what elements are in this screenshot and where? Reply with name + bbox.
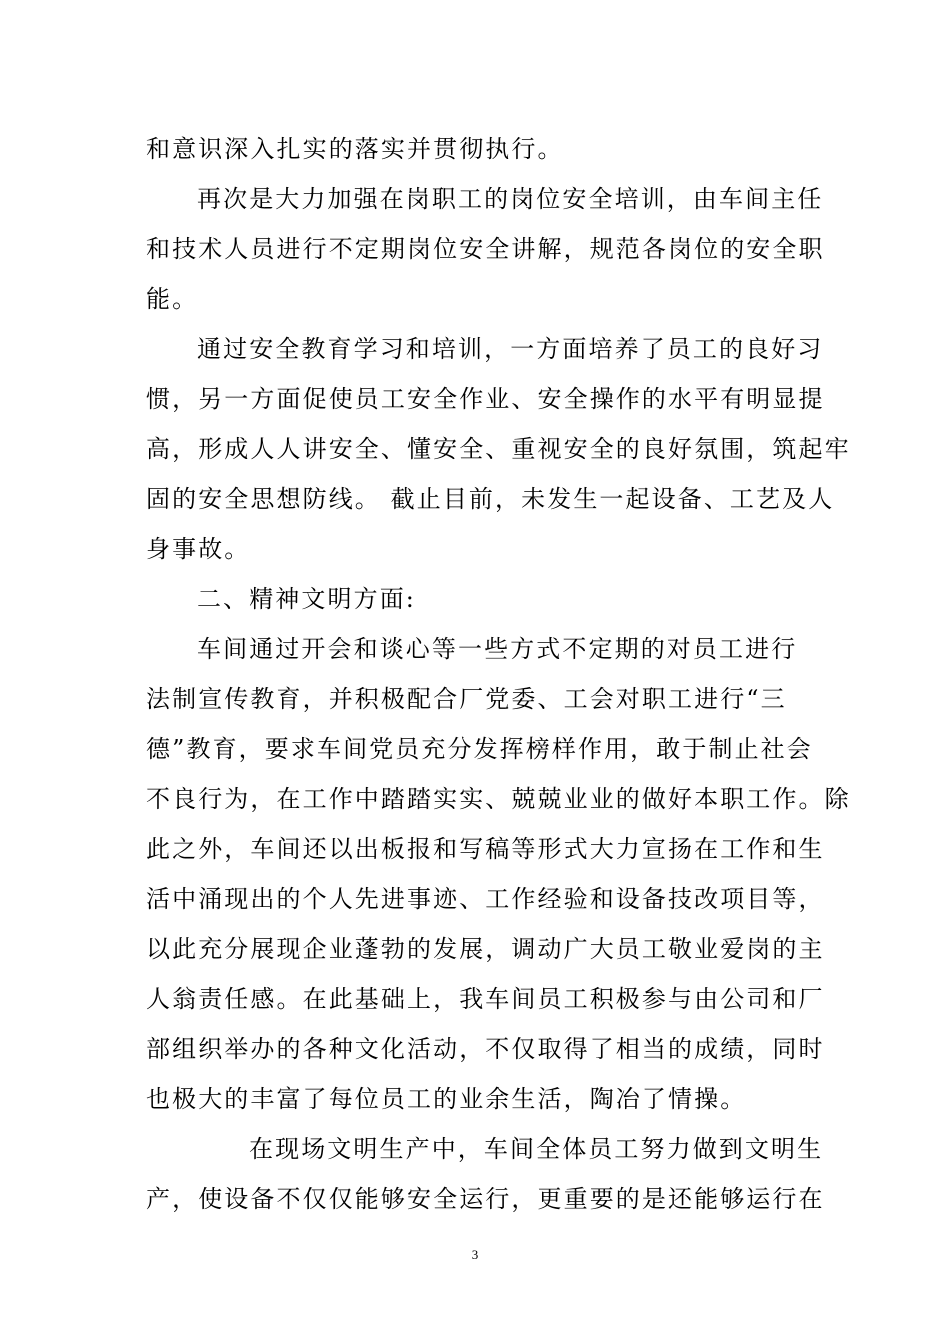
text-line: 再次是大力加强在岗职工的岗位安全培训，由车间主任 — [197, 185, 824, 213]
text-line: 通过安全教育学习和培训，一方面培养了员工的良好习 — [197, 335, 824, 363]
text-line: 惯，另一方面促使员工安全作业、安全操作的水平有明显提 — [146, 385, 825, 413]
text-line: 车间通过开会和谈心等一些方式不定期的对员工进行 — [197, 635, 798, 663]
text-line: 身事故。 — [146, 535, 251, 563]
text-line: 也极大的丰富了每位员工的业余生活，陶冶了情操。 — [146, 1085, 747, 1113]
text-line: 能。 — [146, 285, 199, 313]
text-line: 活中涌现出的个人先进事迹、工作经验和设备技改项目等， — [146, 885, 825, 913]
text-line: 和意识深入扎实的落实并贯彻执行。 — [146, 135, 564, 163]
text-line: 人翁责任感。在此基础上，我车间员工积极参与由公司和厂 — [146, 985, 825, 1013]
text-line: 此之外，车间还以出板报和写稿等形式大力宣扬在工作和生 — [146, 835, 825, 863]
text-line: 固的安全思想防线。 截止目前，未发生一起设备、工艺及人 — [146, 485, 835, 513]
text-line: 和技术人员进行不定期岗位安全讲解，规范各岗位的安全职 — [146, 235, 825, 263]
text-line: 高，形成人人讲安全、懂安全、重视安全的良好氛围，筑起牢 — [146, 435, 851, 463]
text-line: 法制宣传教育，并积极配合厂党委、工会对职工进行“三 — [146, 685, 787, 713]
text-line: 德”教育，要求车间党员充分发挥榜样作用，敢于制止社会 — [146, 735, 813, 763]
text-line: 在现场文明生产中，车间全体员工努力做到文明生 — [249, 1135, 824, 1163]
page-number: 3 — [471, 1247, 479, 1262]
text-line: 产，使设备不仅仅能够安全运行，更重要的是还能够运行在 — [146, 1185, 825, 1213]
text-line: 以此充分展现企业蓬勃的发展，调动广大员工敬业爱岗的主 — [146, 935, 825, 963]
section-heading: 二、精神文明方面: — [197, 585, 416, 613]
text-line: 不良行为，在工作中踏踏实实、兢兢业业的做好本职工作。除 — [146, 785, 851, 813]
text-line: 部组织举办的各种文化活动，不仅取得了相当的成绩，同时 — [146, 1035, 825, 1063]
